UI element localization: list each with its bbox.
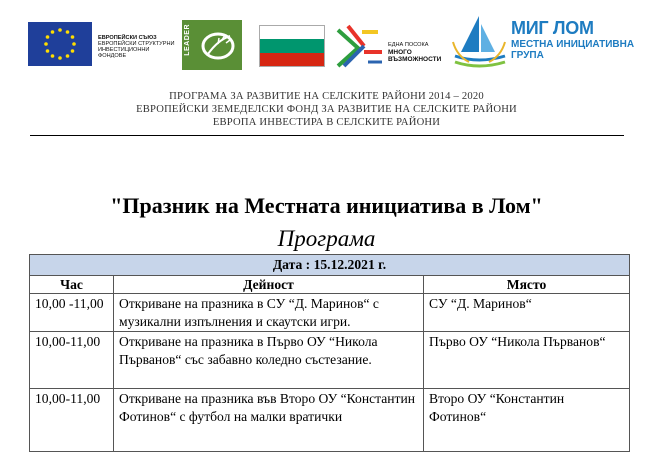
cell-place: Второ ОУ “Константин Фотинов“ xyxy=(424,389,630,452)
header-divider xyxy=(30,135,624,136)
date-row xyxy=(30,255,630,276)
table-row xyxy=(30,332,630,389)
sailboat-icon xyxy=(447,12,511,74)
eu-logo-line4: ФОНДОВЕ xyxy=(98,53,127,59)
eu-logo-line2: ЕВРОПЕЙСКИ СТРУКТУРНИ xyxy=(98,41,175,47)
bulgarian-flag xyxy=(259,25,325,67)
mig-lom-logo xyxy=(447,12,647,74)
logo-bar xyxy=(0,12,653,74)
column-header-activity: Дейност xyxy=(114,275,424,294)
cell-time: 10,00 -11,00 xyxy=(30,294,114,332)
mig-title: МИГ ЛОМ xyxy=(511,18,594,38)
table-header-row xyxy=(30,275,630,294)
cell-activity: Откриване на празника в СУ “Д. Маринов“ с музикални изпълнения и скаутски игри. xyxy=(114,294,424,332)
posoka-line3: ВЪЗМОЖНОСТИ xyxy=(388,56,442,63)
leader-emblem-icon xyxy=(182,20,242,70)
document-subtitle: Програма xyxy=(277,226,376,251)
table-row xyxy=(30,294,630,332)
header-line3: ЕВРОПА ИНВЕСТИРА В СЕЛСКИТЕ РАЙОНИ xyxy=(212,117,441,128)
cell-time: 10,00-11,00 xyxy=(30,389,114,452)
table-row xyxy=(30,389,630,452)
posoka-line1: ЕДНА ПОСОКА xyxy=(388,42,429,48)
program-header xyxy=(0,90,653,129)
mig-subtitle xyxy=(511,39,634,61)
date-label: Дата : 15.12.2021 г. xyxy=(30,255,630,276)
posoka-line2: МНОГО xyxy=(388,49,412,56)
eu-logo xyxy=(28,22,178,66)
mig-subtitle-line2: ГРУПА xyxy=(511,50,544,61)
eu-logo-text xyxy=(98,35,175,59)
cell-place: Първо ОУ “Никола Първанов“ xyxy=(424,332,630,389)
posoka-text xyxy=(388,42,441,63)
header-line1: ПРОГРАМА ЗА РАЗВИТИЕ НА СЕЛСКИТЕ РАЙОНИ 2014 – 2020 xyxy=(169,91,484,102)
cell-activity: Откриване на празника във Второ ОУ “Константин Фотинов“ с футбол на малки вратички xyxy=(114,389,424,452)
eu-logo-line1: ЕВРОПЕЙСКИ СЪЮЗ xyxy=(98,35,157,41)
cell-time: 10,00-11,00 xyxy=(30,332,114,389)
mig-subtitle-line1: МЕСТНА ИНИЦИАТИВНА xyxy=(511,39,635,50)
leader-label: LEADER xyxy=(184,24,191,56)
header-line2: ЕВРОПЕЙСКИ ЗЕМЕДЕЛСКИ ФОНД ЗА РАЗВИТИЕ НА СЕЛСКИТЕ РАЙОНИ xyxy=(136,104,517,115)
cell-activity: Откриване на празника в Първо ОУ “Никола Първанов“ със забавно коледно състезание. xyxy=(114,332,424,389)
schedule-table xyxy=(29,254,630,452)
eu-flag-icon xyxy=(28,22,92,66)
leader-logo xyxy=(182,20,242,70)
arrows-icon xyxy=(334,22,386,70)
cell-place: СУ “Д. Маринов“ xyxy=(424,294,630,332)
column-header-time: Час xyxy=(30,275,114,294)
column-header-place: Място xyxy=(424,275,630,294)
posoka-logo xyxy=(334,22,446,70)
document-title: "Празник на Местната инициатива в Лом" xyxy=(110,193,543,218)
eu-logo-line3: ИНВЕСТИЦИОННИ xyxy=(98,47,150,53)
